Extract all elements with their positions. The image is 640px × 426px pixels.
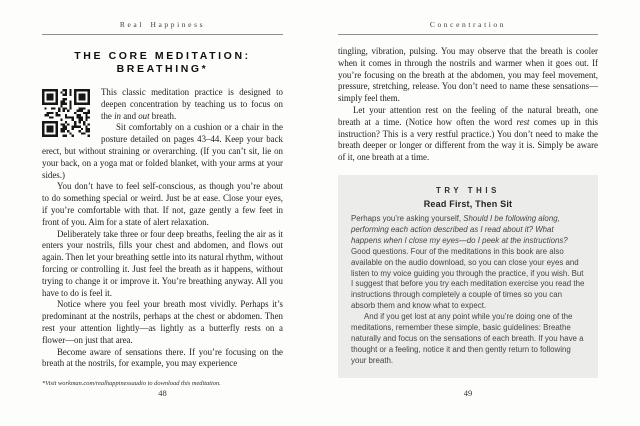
qr-code [42,89,90,137]
paragraph: This classic meditation practice is designed to deepen concentration by teaching us to focus on the in and out breath. [101,87,283,121]
paragraph: Become aware of sensations there. If you’re focusing on the breath at the nostrils, for example, you may experience [42,346,283,369]
right-page [338,20,598,406]
chapter-title-line1: THE CORE MEDITATION: [74,50,251,62]
paragraph: Let your attention rest on the feeling of the natural breath, one breath at a time. (Notice how often the word rest comes up in this instruction? This is a very restful practice.) You don’t need to make the breath deeper or longer or different from the way it is. Simply be aware of it, one breath at a time. [338,104,598,163]
chapter-title-line2: BREATHING* [116,63,209,75]
try-this-body [351,214,585,367]
paragraph: Perhaps you’re asking yourself, Should I be following along, performing each action described as I read about it? What happens when I close my eyes—do I peek at the instructions? Good questions. Four of the meditations in this book are also available on the audio download, so you can close your eyes and listen to my voice guiding you through the practice, if you wish. But I suggest that before you try each meditation exercise you read the instructions through completely a couple of times so you can absorb them and know what to expect. [351,213,585,311]
paragraph: You don’t have to feel self-conscious, as though you’re about to do something special or weird. Just be at ease. Close your eyes, if you’re comfortable with that. If not, gaze gently a few feet in front of you. Aim for a state of alert relaxation. [42,181,283,227]
paragraph: Sit comfortably on a cushion or a chair in the posture detailed on pages 43–44. Keep your back erect, but without straining or overarching. (If you can’t sit, lie on your back, on a yoga mat or folded blanket, with your arms at your sides.) [42,122,283,180]
paragraph: tingling, vibration, pulsing. You may observe that the breath is cooler when it comes in through the nostrils and warmer when it goes out. If you’re focusing on the breath at the abdomen, you may feel movement, pressure, stretching, release. You don’t need to name these sensations—simply feel them. [338,46,598,104]
right-body-text [338,46,598,164]
try-this-title: Read First, Then Sit [423,198,513,209]
page-number-left: 48 [158,388,167,398]
page-number-right: 49 [463,388,473,398]
paragraph: And if you get lost at any point while you’re doing one of the meditations, remember these simple, basic guidelines: Breathe naturally and focus on the sensations of each breath. If you have a thought or a feeling, notice it and then gently return to following your breath. [351,312,584,365]
try-this-label: TRY THIS [436,185,500,195]
footnote: *Visit workman.com/realhappinessaudio to download this meditation. [42,380,221,388]
paragraph: Notice where you feel your breath most vividly. Perhaps it’s predominant at the nostrils, perhaps at the chest or abdomen. Then rest your attention lightly—as lightly as a butterfly rests on a flower—on just that area. [42,299,283,345]
running-head-left: Real Happiness [42,20,283,35]
left-body-text [42,87,283,370]
paragraph: Deliberately take three or four deep breaths, feeling the air as it enters your nostrils, fills your chest and abdomen, and flows out again. Then let your breathing settle into its natural rhythm, without forcing or controlling it. Just feel the breath as it happens, without trying to change it or improve it. You’re breathing anyway. All you have to do is feel it. [42,228,283,298]
chapter-title [42,50,283,76]
try-this-box [338,175,598,378]
left-page [42,20,283,406]
running-head-right: Concentration [338,20,598,35]
